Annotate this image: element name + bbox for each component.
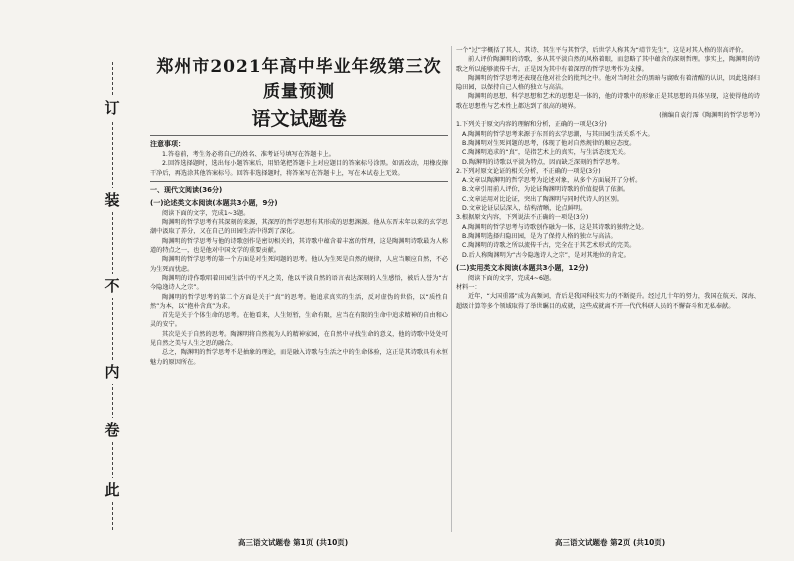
binding-char-4: 内 xyxy=(100,360,124,384)
question-2: 2.下列对原文论证的相关分析，不正确的一项是(3分) xyxy=(456,167,601,175)
reading-instruction: 阅读下面的文字，完成4~6题。 xyxy=(468,274,556,282)
binding-char-1: 订 xyxy=(100,96,124,120)
option: C.文章运用对比论证，突出了陶渊明与同时代诗人的区别。 xyxy=(462,195,623,203)
option: A.陶渊明的哲学思考来源于东晋的玄学思潮，与其田园生活关系不大。 xyxy=(462,130,654,138)
passage-paragraph: 陶渊明的诗作歌唱着田园生活中的平凡之美，他以平淡自然的语言表达深刻的人生感悟，被后人誉为“古今隐逸诗人之宗”。 xyxy=(150,274,448,292)
passage-paragraph: 陶渊明的哲学思考有其深刻的来源，其深厚的哲学思想有其形成的思想渊源。他从东晋末年以来的玄学思潮中汲取了养分，又在自己的田园生活中得到了深化。 xyxy=(150,219,448,236)
exam-subtitle: 语文试题卷 xyxy=(251,108,347,130)
column-divider xyxy=(451,46,452,532)
binding-margin xyxy=(92,62,132,530)
subsection-heading: (一)论述类文本阅读(本题共3小题，9分) xyxy=(150,198,278,207)
option: B.文章引用前人评价，为论证陶渊明诗歌的价值提供了依据。 xyxy=(462,186,630,194)
passage-paragraph: 一个“过”字概括了其人、其诗、其生平与其哲学，后世学人称其为“靖节先生”，这是对其人格的崇高评价。 xyxy=(456,47,748,54)
passage-source: (摘编自袁行霈《陶渊明的哲学思考》) xyxy=(659,112,760,120)
passage-paragraph: 前人评价陶渊明的诗歌，多从其平淡自然的风格着眼，而忽略了其中蕴含的深刻哲理。事实上，陶渊明的诗歌之所以能够流传千古，正是因为其中有着深厚的哲学思考作为支撑。 xyxy=(456,56,760,73)
option: D.后人称陶渊明为“古今隐逸诗人之宗”，是对其地位的肯定。 xyxy=(462,251,630,259)
binding-char-2: 装 xyxy=(100,188,124,212)
option: C.陶渊明的诗歌之所以流传千古，完全在于其艺术形式的完美。 xyxy=(462,242,636,250)
page-footer-left: 高三语文试题卷 第1页 (共10页) xyxy=(238,538,349,547)
option: D.文章论证层层深入，结构清晰，论点鲜明。 xyxy=(462,205,587,213)
passage-paragraph: 陶渊明的哲学思考还表现在他对社会的批判之中。他对当时社会的黑暗与腐败有着清醒的认识，因此选择归隐田园，以保持自己人格的独立与高洁。 xyxy=(456,74,760,92)
section-heading: 一、现代文阅读(36分) xyxy=(150,185,223,194)
option: B.陶渊明对生死问题的思考，体现了他对自然规律的顺应态度。 xyxy=(462,139,636,147)
passage-paragraph: 陶渊明的哲学思考与他的诗歌创作是密切相关的，其诗歌中蕴含着丰富的哲理，这是陶渊明诗歌最为人称道的特点之一，也是他对中国文学的重要贡献。 xyxy=(150,237,448,255)
passage-paragraph: 首先是关于个体生命的思考。在他看来，人生短暂，生命有限，应当在有限的生命中追求精神的自由和心灵的安宁。 xyxy=(150,312,448,329)
option: D.陶渊明的诗歌以平淡为特点，因而缺乏深刻的哲学思考。 xyxy=(462,158,624,166)
passage-paragraph: 陶渊明的思想、科学思想和艺术的思想是一体的，他的诗歌中的形象正是其思想的具体呈现，这使得他的诗歌在思想性与艺术性上都达到了很高的境界。 xyxy=(456,93,760,110)
binding-char-5: 卷 xyxy=(100,418,124,442)
option: B.陶渊明选择归隐田园，是为了保持人格的独立与高洁。 xyxy=(462,232,617,240)
question-3: 3.根据原文内容，下列说法不正确的一项是(3分) xyxy=(456,214,589,222)
passage-paragraph: 其次是关于自然的思考。陶渊明将自然视为人的精神家园，在自然中寻找生命的意义，他的诗歌中处处可见自然之美与人生之思的融合。 xyxy=(150,330,448,348)
subsection-heading: (二)实用类文本阅读(本题共3小题，12分) xyxy=(456,263,589,272)
divider-rule xyxy=(150,181,448,182)
exam-title: 郑州市2021年高中毕业年级第三次质量预测 xyxy=(156,57,442,102)
notice-1: 1.答卷前，考生务必将自己的姓名、准考证号填写在答题卡上。 xyxy=(162,151,335,158)
binding-char-3: 不 xyxy=(100,274,124,298)
notice-2: 2.回答选择题时，选出每小题答案后，用铅笔把答题卡上对应题目的答案标号涂黑。如需改动，用橡皮擦干净后，再选涂其他答案标号。回答非选择题时，将答案写在答题卡上，写在本试卷上无效。 xyxy=(150,160,448,177)
material-label: 材料一： xyxy=(456,284,481,292)
material-text: 近年，“大国重器”成为高频词，背后是我国科技实力的不断提升。经过几十年的努力，我国在航天、深海、超级计算等多个领域取得了举世瞩目的成就，这些成就离不开一代代科研人员的不懈奋斗和无私奉献。 xyxy=(456,293,760,310)
passage-paragraph: 总之，陶渊明的哲学思考不是抽象的理论，而是融入诗歌与生活之中的生命体验，这正是其诗歌具有永恒魅力的原因所在。 xyxy=(150,349,448,366)
page-footer-right: 高三语文试题卷 第2页 (共10页) xyxy=(555,538,666,547)
question-1: 1.下列关于原文内容的理解和分析，正确的一项是(3分) xyxy=(456,121,607,129)
divider-rule xyxy=(150,135,448,136)
reading-instruction: 阅读下面的文字，完成1~3题。 xyxy=(162,209,250,217)
binding-char-6: 此 xyxy=(100,478,124,502)
passage-paragraph: 陶渊明的哲学思考的第二个方面是关于“真”的思考。他追求真实的生活，反对虚伪的世俗，以“质性自然”为本，以“抱朴含真”为求。 xyxy=(150,293,448,310)
option: A.陶渊明的哲学思考与诗歌创作融为一体，这是其诗歌的独特之处。 xyxy=(462,223,648,231)
option: A.文章以陶渊明的哲学思考为论述对象，从多个方面展开了分析。 xyxy=(462,177,642,185)
option: C.陶渊明追求的“真”，是指艺术上的真实，与生活态度无关。 xyxy=(462,149,630,157)
passage-paragraph: 陶渊明的哲学思考的第一个方面是对生死问题的思考。他认为生死是自然的规律，人应当顺应自然，不必为生死而忧虑。 xyxy=(150,256,448,273)
right-column xyxy=(456,46,760,532)
left-column xyxy=(150,46,448,532)
notice-heading: 注意事项： xyxy=(150,140,185,148)
